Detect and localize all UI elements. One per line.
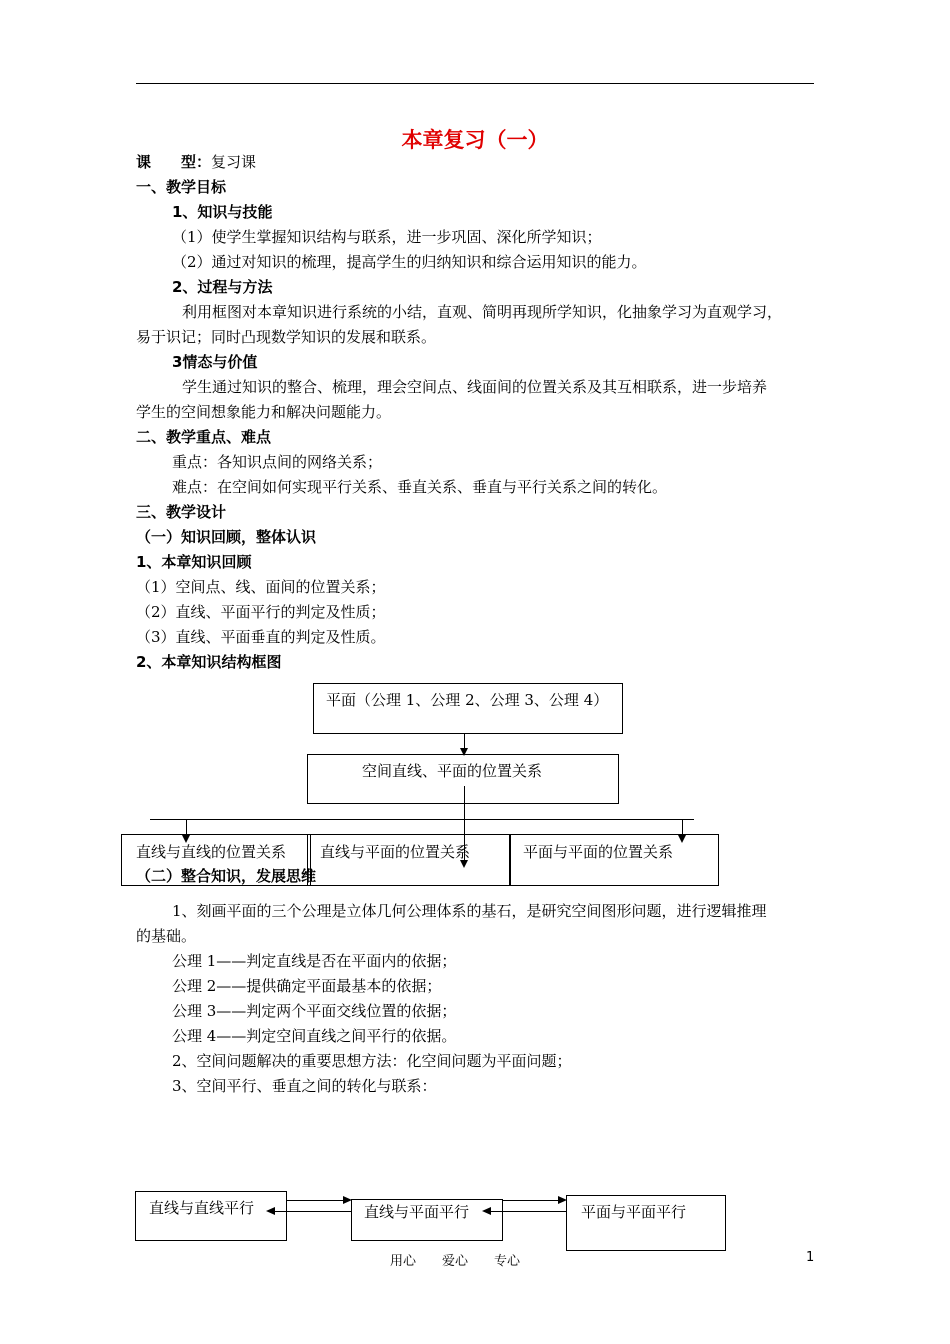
lesson-type-value: 复习课 — [211, 153, 257, 171]
lesson-type-label: 课 型： — [136, 153, 212, 171]
diagram-box-label: 直线与直线平行 — [149, 1199, 255, 1217]
text-line: 学生的空间想象能力和解决问题能力。 — [136, 403, 392, 421]
connector-line — [490, 1211, 566, 1212]
text-line: （2）通过对知识的梳理，提高学生的归纳知识和综合运用知识的能力。 — [172, 253, 647, 271]
text-line: 易于识记；同时凸现数学知识的发展和联系。 — [136, 328, 437, 346]
section-3-heading: 三、教学设计 — [136, 503, 227, 521]
arrow-right-icon — [558, 1196, 567, 1204]
diagram-box-plane-axioms — [313, 683, 623, 734]
section-1-heading: 一、教学目标 — [136, 178, 227, 196]
section-1-2-heading: 2、过程与方法 — [172, 278, 273, 296]
diagram-box-spatial-relations — [307, 754, 619, 804]
header-rule — [136, 83, 814, 84]
text-line: （3）直线、平面垂直的判定及性质。 — [136, 628, 386, 646]
section-3-1-2-heading: 2、本章知识结构框图 — [136, 653, 282, 671]
axiom-line: 公理 3——判定两个平面交线位置的依据； — [172, 1002, 457, 1020]
diagram-box-label: 平面与平面平行 — [581, 1203, 687, 1221]
page-footer: 用心 爱心 专心 — [390, 1254, 521, 1269]
lesson-type-line — [136, 152, 256, 172]
axiom-line: 公理 1——判定直线是否在平面内的依据； — [172, 952, 457, 970]
section-3-2-heading: （二）整合知识，发展思维 — [136, 867, 317, 885]
text-line: 1、刻画平面的三个公理是立体几何公理体系的基石，是研究空间图形问题，进行逻辑推理 — [172, 902, 767, 920]
text-line: （1）使学生掌握知识结构与联系，进一步巩固、深化所学知识； — [172, 228, 602, 246]
section-1-3-heading: 3情态与价值 — [172, 353, 258, 371]
page-title: 本章复习（一） — [401, 128, 549, 152]
section-1-1-heading: 1、知识与技能 — [172, 203, 273, 221]
arrow-left-icon — [266, 1207, 275, 1215]
diagram-box-label: 空间直线、平面的位置关系 — [362, 762, 543, 780]
axiom-line: 公理 2——提供确定平面最基本的依据； — [172, 977, 442, 995]
text-line: 利用框图对本章知识进行系统的小结，直观、简明再现所学知识，化抽象学习为直观学习， — [182, 303, 783, 321]
text-line: （1）空间点、线、面间的位置关系； — [136, 578, 386, 596]
diagram-box-label: 直线与直线的位置关系 — [136, 843, 287, 861]
connector-line — [287, 1200, 345, 1201]
section-3-1-heading: （一）知识回顾，整体认识 — [136, 528, 317, 546]
diagram-box-label: 平面与平面的位置关系 — [523, 843, 674, 861]
text-line: 2、空间问题解决的重要思想方法：化空间问题为平面问题； — [172, 1052, 572, 1070]
text-line: 3、空间平行、垂直之间的转化与联系： — [172, 1077, 437, 1095]
diagram-box-plane-plane — [509, 834, 719, 886]
text-line: 的基础。 — [136, 927, 197, 945]
arrow-left-icon — [482, 1207, 491, 1215]
diagram-box-label: 直线与平面的位置关系 — [320, 843, 471, 861]
section-3-1-1-heading: 1、本章知识回顾 — [136, 553, 252, 571]
connector-line — [503, 1200, 560, 1201]
axiom-line: 公理 4——判定空间直线之间平行的依据。 — [172, 1027, 457, 1045]
diagram-box-line-plane — [307, 834, 511, 886]
text-line: （2）直线、平面平行的判定及性质； — [136, 603, 386, 621]
connector-line — [464, 734, 465, 749]
page-number: 1 — [806, 1250, 815, 1265]
branch-line — [150, 819, 694, 820]
diagram-box-label: 平面（公理 1、公理 2、公理 3、公理 4） — [326, 691, 609, 709]
diagram-box-plane-plane-parallel — [566, 1195, 726, 1251]
text-line: 难点：在空间如何实现平行关系、垂直关系、垂直与平行关系之间的转化。 — [172, 478, 668, 496]
section-2-heading: 二、教学重点、难点 — [136, 428, 272, 446]
arrow-right-icon — [343, 1196, 352, 1204]
diagram-box-label: 直线与平面平行 — [364, 1203, 470, 1221]
section-3-2-heading-partial — [136, 867, 317, 886]
text-line: 重点：各知识点间的网络关系； — [172, 453, 383, 471]
connector-line — [274, 1211, 351, 1212]
diagram-box-line-plane-parallel — [351, 1199, 503, 1241]
text-line: 学生通过知识的整合、梳理，理会空间点、线面间的位置关系及其互相联系，进一步培养 — [182, 378, 768, 396]
diagram-box-line-line-parallel — [135, 1191, 287, 1241]
